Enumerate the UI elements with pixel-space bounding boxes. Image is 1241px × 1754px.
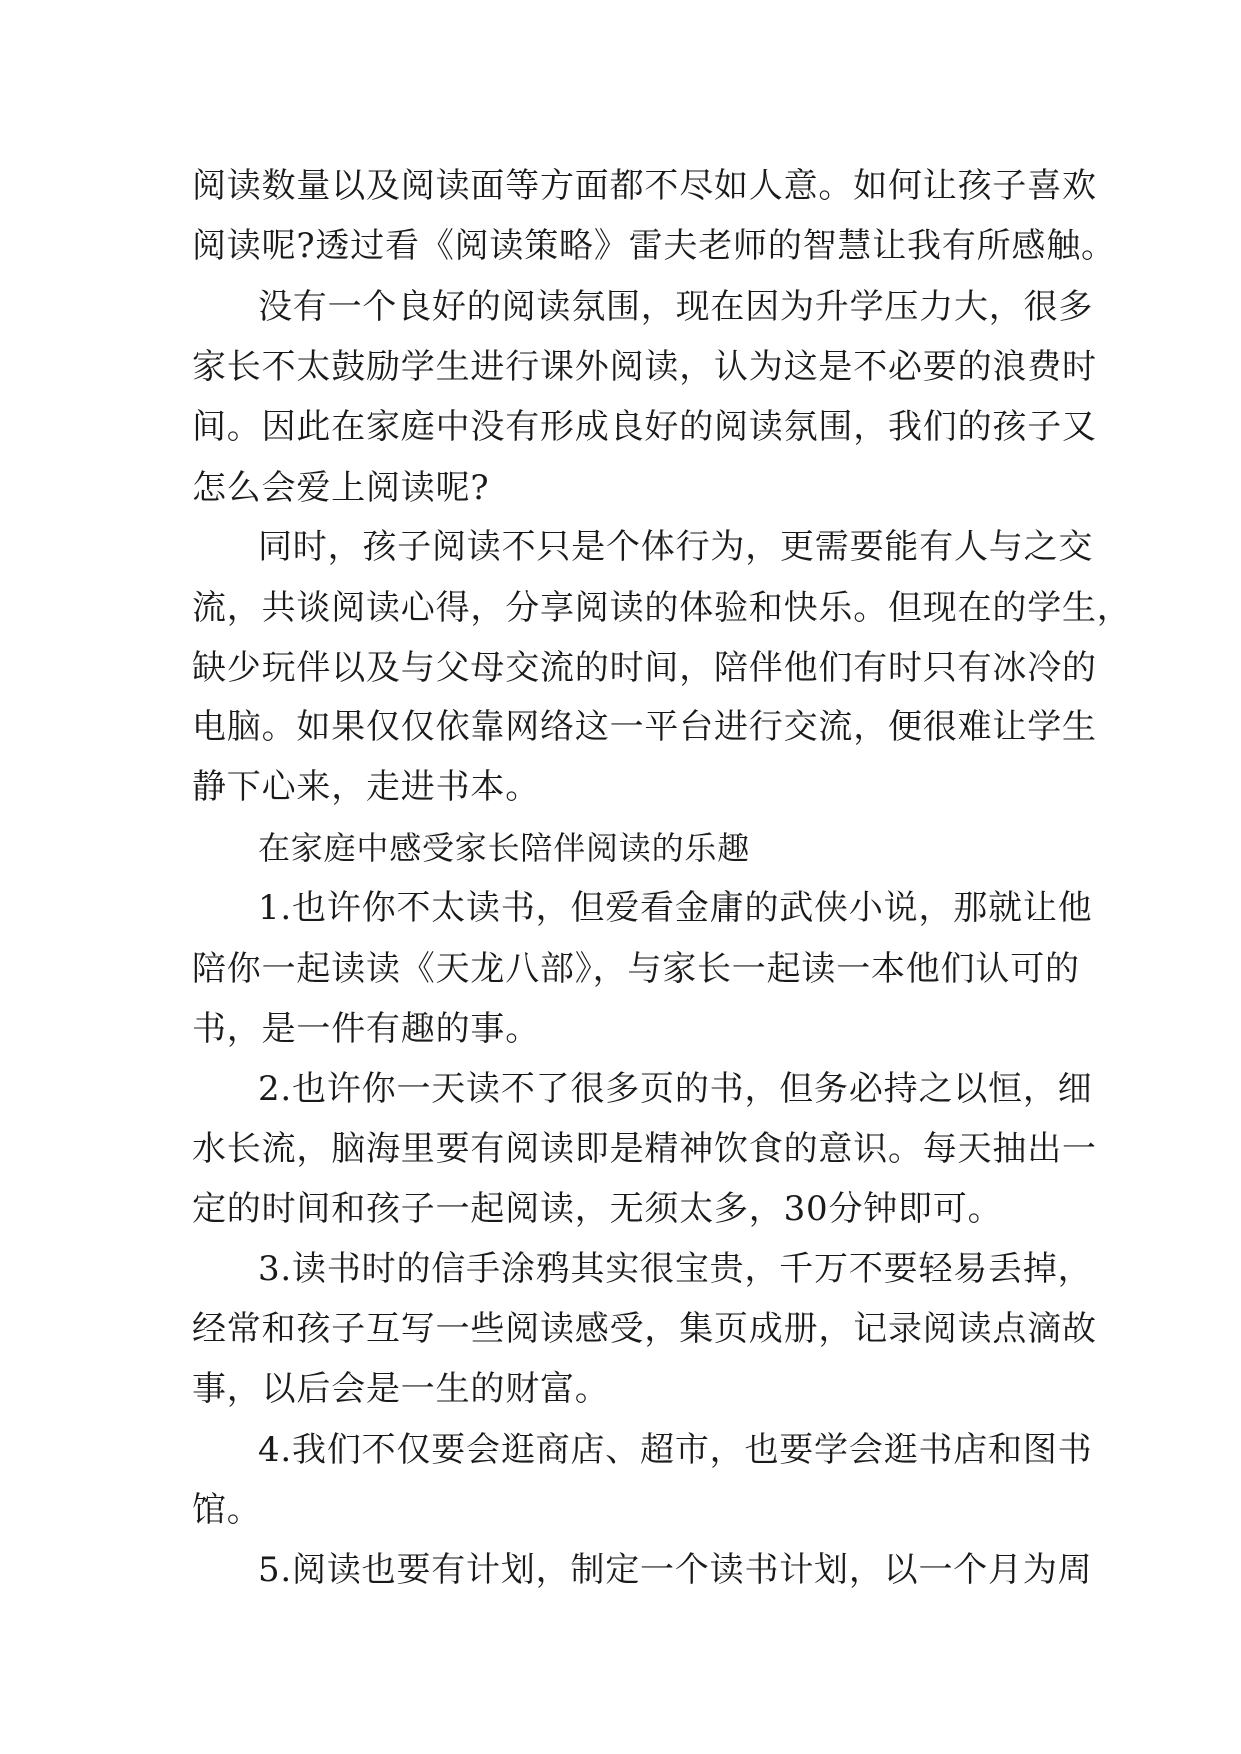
text-line: 4.我们不仅要会逛商店、超市，也要学会逛书店和图书 — [258, 1430, 1093, 1470]
text-line: 经常和孩子互写一些阅读感受，集页成册，记录阅读点滴故 — [192, 1309, 1097, 1349]
text-line: 水长流，脑海里要有阅读即是精神饮食的意识。每天抽出一 — [192, 1129, 1097, 1169]
text-line: 阅读数量以及阅读面等方面都不尽如人意。如何让孩子喜欢 — [192, 166, 1097, 206]
text-line: 1.也许你不太读书，但爱看金庸的武侠小说，那就让他 — [258, 888, 1093, 928]
text-line: 没有一个良好的阅读氛围，现在因为升学压力大，很多 — [258, 287, 1094, 327]
text-line: 怎么会爱上阅读呢? — [192, 468, 490, 508]
text-line: 5.阅读也要有计划，制定一个读书计划，以一个月为周 — [258, 1550, 1093, 1590]
text-line: 2.也许你一天读不了很多页的书，但务必持之以恒，细 — [258, 1069, 1093, 1109]
text-line: 馆。 — [192, 1490, 262, 1530]
text-line: 静下心来，走进书本。 — [192, 767, 540, 807]
section-heading: 在家庭中感受家长陪伴阅读的乐趣 — [258, 829, 751, 867]
text-line: 电脑。如果仅仅依靠网络这一平台进行交流，便很难让学生 — [192, 707, 1097, 747]
text-line: 流，共谈阅读心得，分享阅读的体验和快乐。但现在的学生， — [192, 588, 1132, 628]
text-line: 书，是一件有趣的事。 — [192, 1009, 540, 1049]
text-line: 事，以后会是一生的财富。 — [192, 1369, 610, 1409]
text-line: 缺少玩伴以及与父母交流的时间，陪伴他们有时只有冰冷的 — [192, 648, 1097, 688]
text-line: 陪你一起读读《天龙八部》，与家长一起读一本他们认可的 — [192, 949, 1080, 989]
text-line: 同时，孩子阅读不只是个体行为，更需要能有人与之交 — [258, 527, 1094, 567]
text-line: 阅读呢?透过看《阅读策略》雷夫老师的智慧让我有所感触。 — [192, 226, 1116, 266]
text-line: 定的时间和孩子一起阅读，无须太多，30分钟即可。 — [192, 1189, 1003, 1229]
text-line: 3.读书时的信手涂鸦其实很宝贵，千万不要轻易丢掉， — [258, 1249, 1093, 1289]
text-line: 间。因此在家庭中没有形成良好的阅读氛围，我们的孩子又 — [192, 407, 1097, 447]
text-line: 家长不太鼓励学生进行课外阅读，认为这是不必要的浪费时 — [192, 347, 1097, 387]
